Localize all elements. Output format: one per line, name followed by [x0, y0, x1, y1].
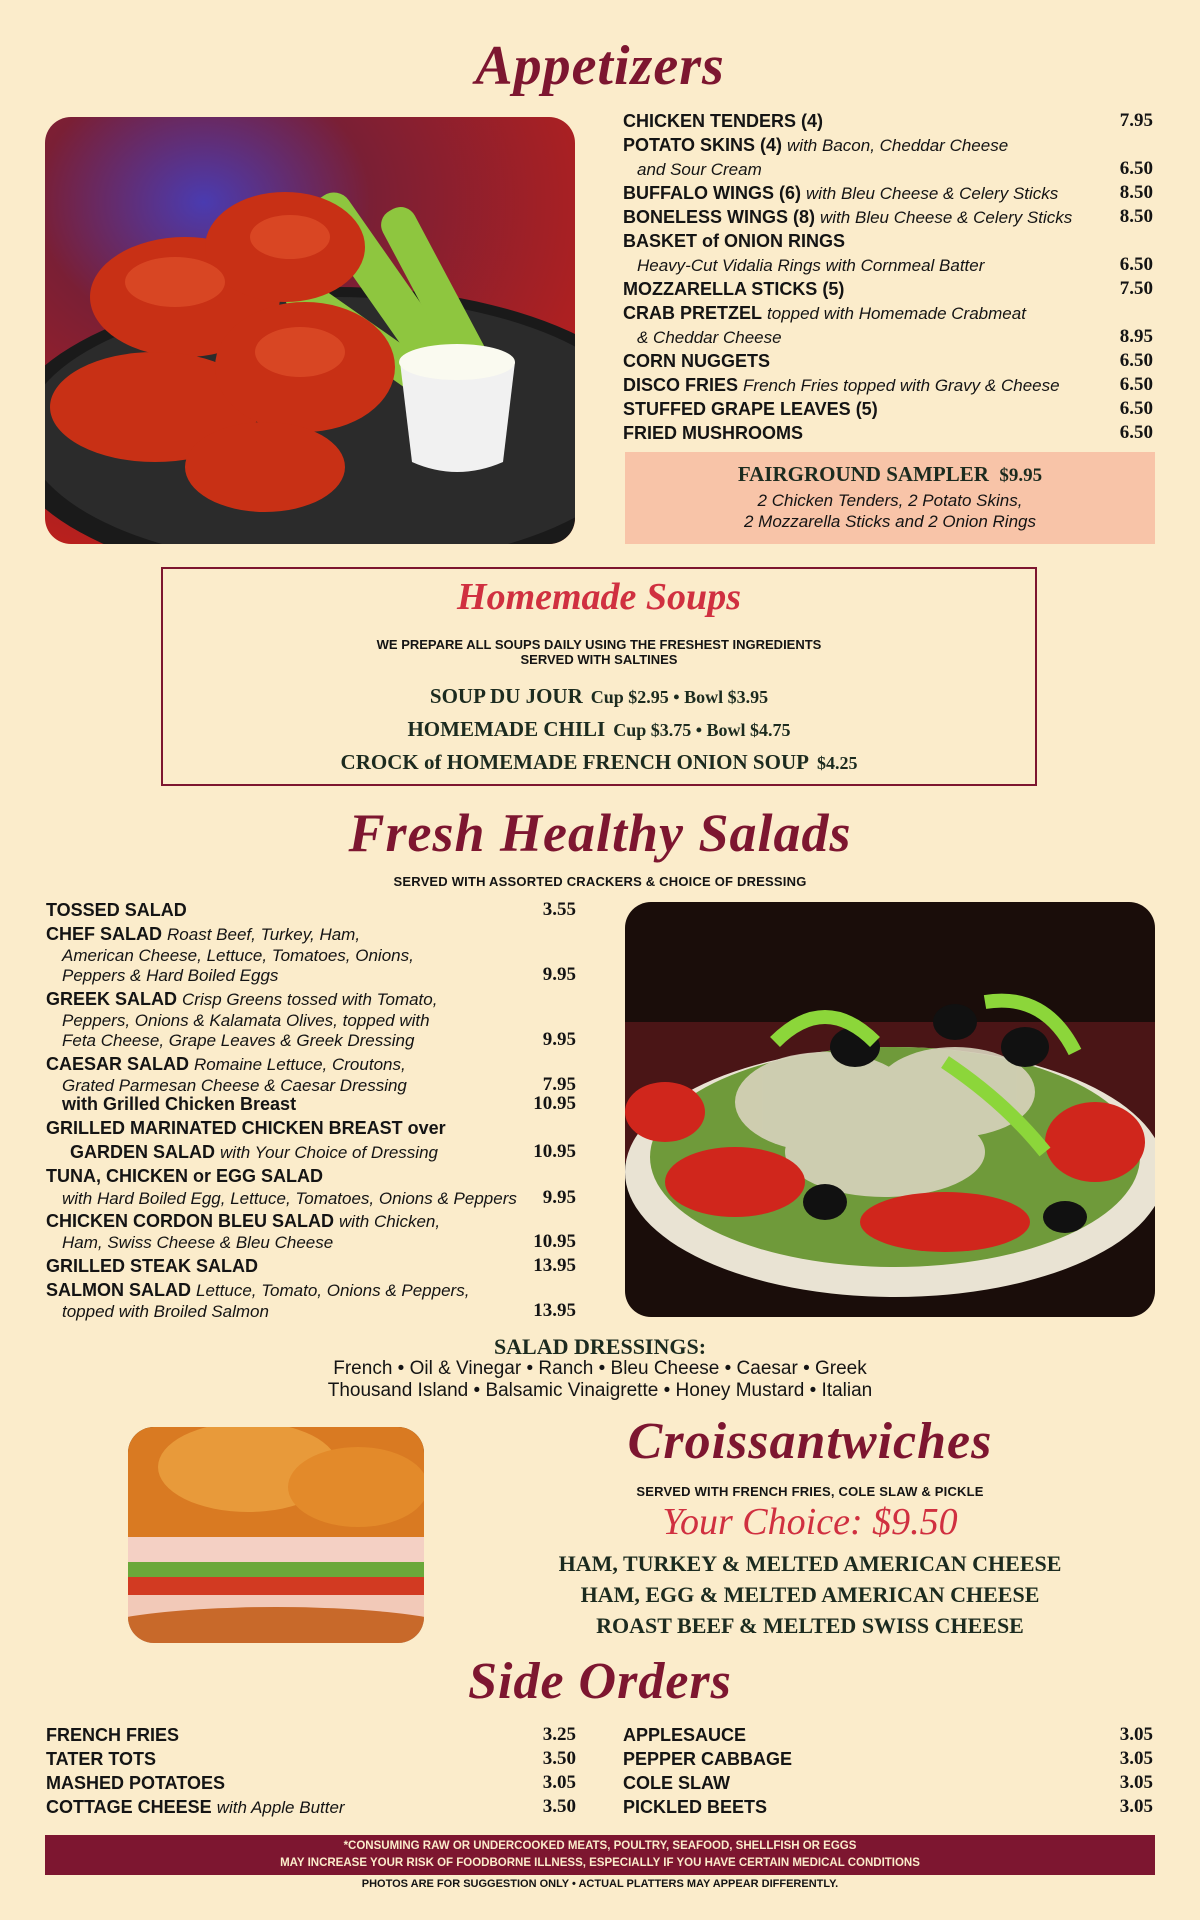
- item-price: 9.95: [542, 964, 576, 985]
- item-desc: topped with Broiled Salmon: [62, 1302, 269, 1321]
- item-price: 6.50: [1119, 374, 1153, 395]
- list-item: POTATO SKINS (4) with Bacon, Cheddar Cheese: [623, 135, 1009, 155]
- item-price: 3.05: [1119, 1724, 1153, 1745]
- list-item: GRILLED MARINATED CHICKEN BREAST over: [46, 1118, 446, 1138]
- item-desc: Ham, Swiss Cheese & Bleu Cheese: [62, 1233, 334, 1252]
- dressings-list: French • Oil & Vinegar • Ranch • Bleu Cheese • Caesar • Greek Thousand Island • Balsamic Vinaigrette • Honey Mustard • Italian: [327, 1358, 873, 1401]
- list-item: PICKLED BEETS: [623, 1797, 768, 1817]
- list-item: CAESAR SALAD Romaine Lettuce, Croutons,: [46, 1054, 406, 1074]
- soups-box: [161, 567, 1037, 786]
- soup-item: HOMEMADE CHILI Cup $3.75 • Bowl $4.75: [407, 717, 791, 741]
- list-item: STUFFED GRAPE LEAVES (5): [623, 399, 878, 419]
- item-price: 6.50: [1119, 398, 1153, 419]
- list-item: TOSSED SALAD: [46, 900, 187, 920]
- list-item: with Grilled Chicken Breast: [62, 1094, 297, 1114]
- item-desc: & Cheddar Cheese: [637, 328, 782, 347]
- list-item: COTTAGE CHEESE with Apple Butter: [46, 1797, 345, 1817]
- item-price: 13.95: [533, 1255, 576, 1276]
- item-price: 3.05: [1119, 1772, 1153, 1793]
- item-price: 10.95: [533, 1231, 576, 1252]
- item-price: 13.95: [533, 1300, 576, 1321]
- list-item: CORN NUGGETS: [623, 351, 771, 371]
- item-price: 8.50: [1119, 206, 1153, 227]
- list-item: GREEK SALAD Crisp Greens tossed with Tomato,: [46, 989, 438, 1009]
- item-price: 3.05: [542, 1772, 576, 1793]
- item-price: 6.50: [1119, 350, 1153, 371]
- salads-subtitle: SERVED WITH ASSORTED CRACKERS & CHOICE OF DRESSING: [393, 874, 807, 889]
- list-item: HAM, EGG & MELTED AMERICAN CHEESE: [580, 1582, 1040, 1607]
- item-desc: Heavy-Cut Vidalia Rings with Cornmeal Batter: [637, 256, 985, 275]
- list-item: BUFFALO WINGS (6) with Bleu Cheese & Celery Sticks: [623, 183, 1059, 203]
- health-warning-bar: *CONSUMING RAW OR UNDERCOOKED MEATS, POULTRY, SEAFOOD, SHELLFISH OR EGGS MAY INCREASE YOUR RISK OF FOODBORNE ILLNESS, ESPECIALLY IF YOU HAVE CERTAIN MEDICAL CONDITIONS: [45, 1835, 1155, 1875]
- list-item: TATER TOTS: [46, 1749, 156, 1769]
- item-price: 7.95: [542, 1074, 576, 1095]
- list-item: GARDEN SALAD with Your Choice of Dressing: [70, 1142, 438, 1162]
- list-item: ROAST BEEF & MELTED SWISS CHEESE: [596, 1613, 1024, 1638]
- list-item: COLE SLAW: [623, 1773, 730, 1793]
- item-price: 3.05: [1119, 1796, 1153, 1817]
- item-price: 8.50: [1119, 182, 1153, 203]
- item-price: 10.95: [533, 1141, 576, 1162]
- sampler-box: [625, 452, 1155, 544]
- salad-photo: [625, 902, 1155, 1317]
- list-item: HAM, TURKEY & MELTED AMERICAN CHEESE: [558, 1551, 1062, 1576]
- list-item: CHICKEN TENDERS (4): [623, 111, 824, 131]
- soup-item: SOUP DU JOUR Cup $2.95 • Bowl $3.95: [429, 684, 769, 708]
- item-desc: Feta Cheese, Grape Leaves & Greek Dressing: [62, 1031, 415, 1050]
- item-price: 8.95: [1119, 326, 1153, 347]
- item-desc: with Hard Boiled Egg, Lettuce, Tomatoes, Onions & Peppers: [62, 1189, 517, 1208]
- croissant-list: [460, 1548, 1160, 1641]
- soups-note: WE PREPARE ALL SOUPS DAILY USING THE FRESHEST INGREDIENTS SERVED WITH SALTINES: [376, 637, 822, 667]
- item-price: 3.55: [542, 899, 576, 920]
- dressings-title: SALAD DRESSINGS:: [493, 1334, 707, 1359]
- soup-item: CROCK of HOMEMADE FRENCH ONION SOUP $4.25: [340, 750, 858, 774]
- list-item: MOZZARELLA STICKS (5): [623, 279, 845, 299]
- list-item: FRIED MUSHROOMS: [623, 423, 803, 443]
- list-item: CRAB PRETZEL topped with Homemade Crabmeat: [623, 303, 1026, 323]
- list-item: APPLESAUCE: [623, 1725, 747, 1745]
- item-price: 7.95: [1119, 110, 1153, 131]
- sampler-desc: 2 Chicken Tenders, 2 Potato Skins, 2 Mozzarella Sticks and 2 Onion Rings: [744, 491, 1036, 531]
- appetizers-title: Appetizers: [475, 35, 725, 97]
- list-item: TUNA, CHICKEN or EGG SALAD: [46, 1166, 324, 1186]
- item-price: 6.50: [1119, 422, 1153, 443]
- list-item: CHEF SALAD Roast Beef, Turkey, Ham,: [46, 924, 361, 944]
- item-price: 9.95: [542, 1029, 576, 1050]
- list-item: MASHED POTATOES: [46, 1773, 226, 1793]
- sampler-heading: FAIRGROUND SAMPLER $9.95: [737, 462, 1043, 486]
- item-desc: Peppers & Hard Boiled Eggs: [62, 966, 279, 985]
- item-desc: Peppers, Onions & Kalamata Olives, topped with: [62, 1011, 430, 1030]
- sides-title: Side Orders: [468, 1653, 732, 1710]
- item-price: 7.50: [1119, 278, 1153, 299]
- wings-photo: [45, 117, 575, 544]
- list-item: DISCO FRIES French Fries topped with Gravy & Cheese: [623, 375, 1060, 395]
- croissant-photo: [128, 1427, 424, 1643]
- croissants-title: Croissantwiches: [627, 1413, 993, 1470]
- item-desc: and Sour Cream: [637, 160, 762, 179]
- item-price: 3.25: [542, 1724, 576, 1745]
- item-price: 6.50: [1119, 254, 1153, 275]
- soups-title: Homemade Soups: [457, 576, 741, 618]
- salads-title: Fresh Healthy Salads: [348, 803, 852, 863]
- list-item: BONELESS WINGS (8) with Bleu Cheese & Celery Sticks: [623, 207, 1073, 227]
- croissants-subtitle: SERVED WITH FRENCH FRIES, COLE SLAW & PICKLE: [636, 1484, 984, 1499]
- item-price: 3.05: [1119, 1748, 1153, 1769]
- item-price: 10.95: [533, 1093, 576, 1114]
- list-item: PEPPER CABBAGE: [623, 1749, 793, 1769]
- item-price: 3.50: [542, 1796, 576, 1817]
- item-price: 3.50: [542, 1748, 576, 1769]
- list-item: GRILLED STEAK SALAD: [46, 1256, 259, 1276]
- item-price: 6.50: [1119, 158, 1153, 179]
- list-item: SALMON SALAD Lettuce, Tomato, Onions & Peppers,: [46, 1280, 470, 1300]
- list-item: BASKET of ONION RINGS: [623, 231, 846, 251]
- list-item: FRENCH FRIES: [46, 1725, 180, 1745]
- list-item: CHICKEN CORDON BLEU SALAD with Chicken,: [46, 1211, 441, 1231]
- item-price: 9.95: [542, 1187, 576, 1208]
- croissants-price: Your Choice: $9.50: [662, 1501, 958, 1543]
- item-desc: American Cheese, Lettuce, Tomatoes, Onions,: [62, 946, 414, 965]
- item-desc: Grated Parmesan Cheese & Caesar Dressing: [62, 1076, 407, 1095]
- photo-disclaimer: PHOTOS ARE FOR SUGGESTION ONLY • ACTUAL PLATTERS MAY APPEAR DIFFERENTLY.: [361, 1878, 839, 1890]
